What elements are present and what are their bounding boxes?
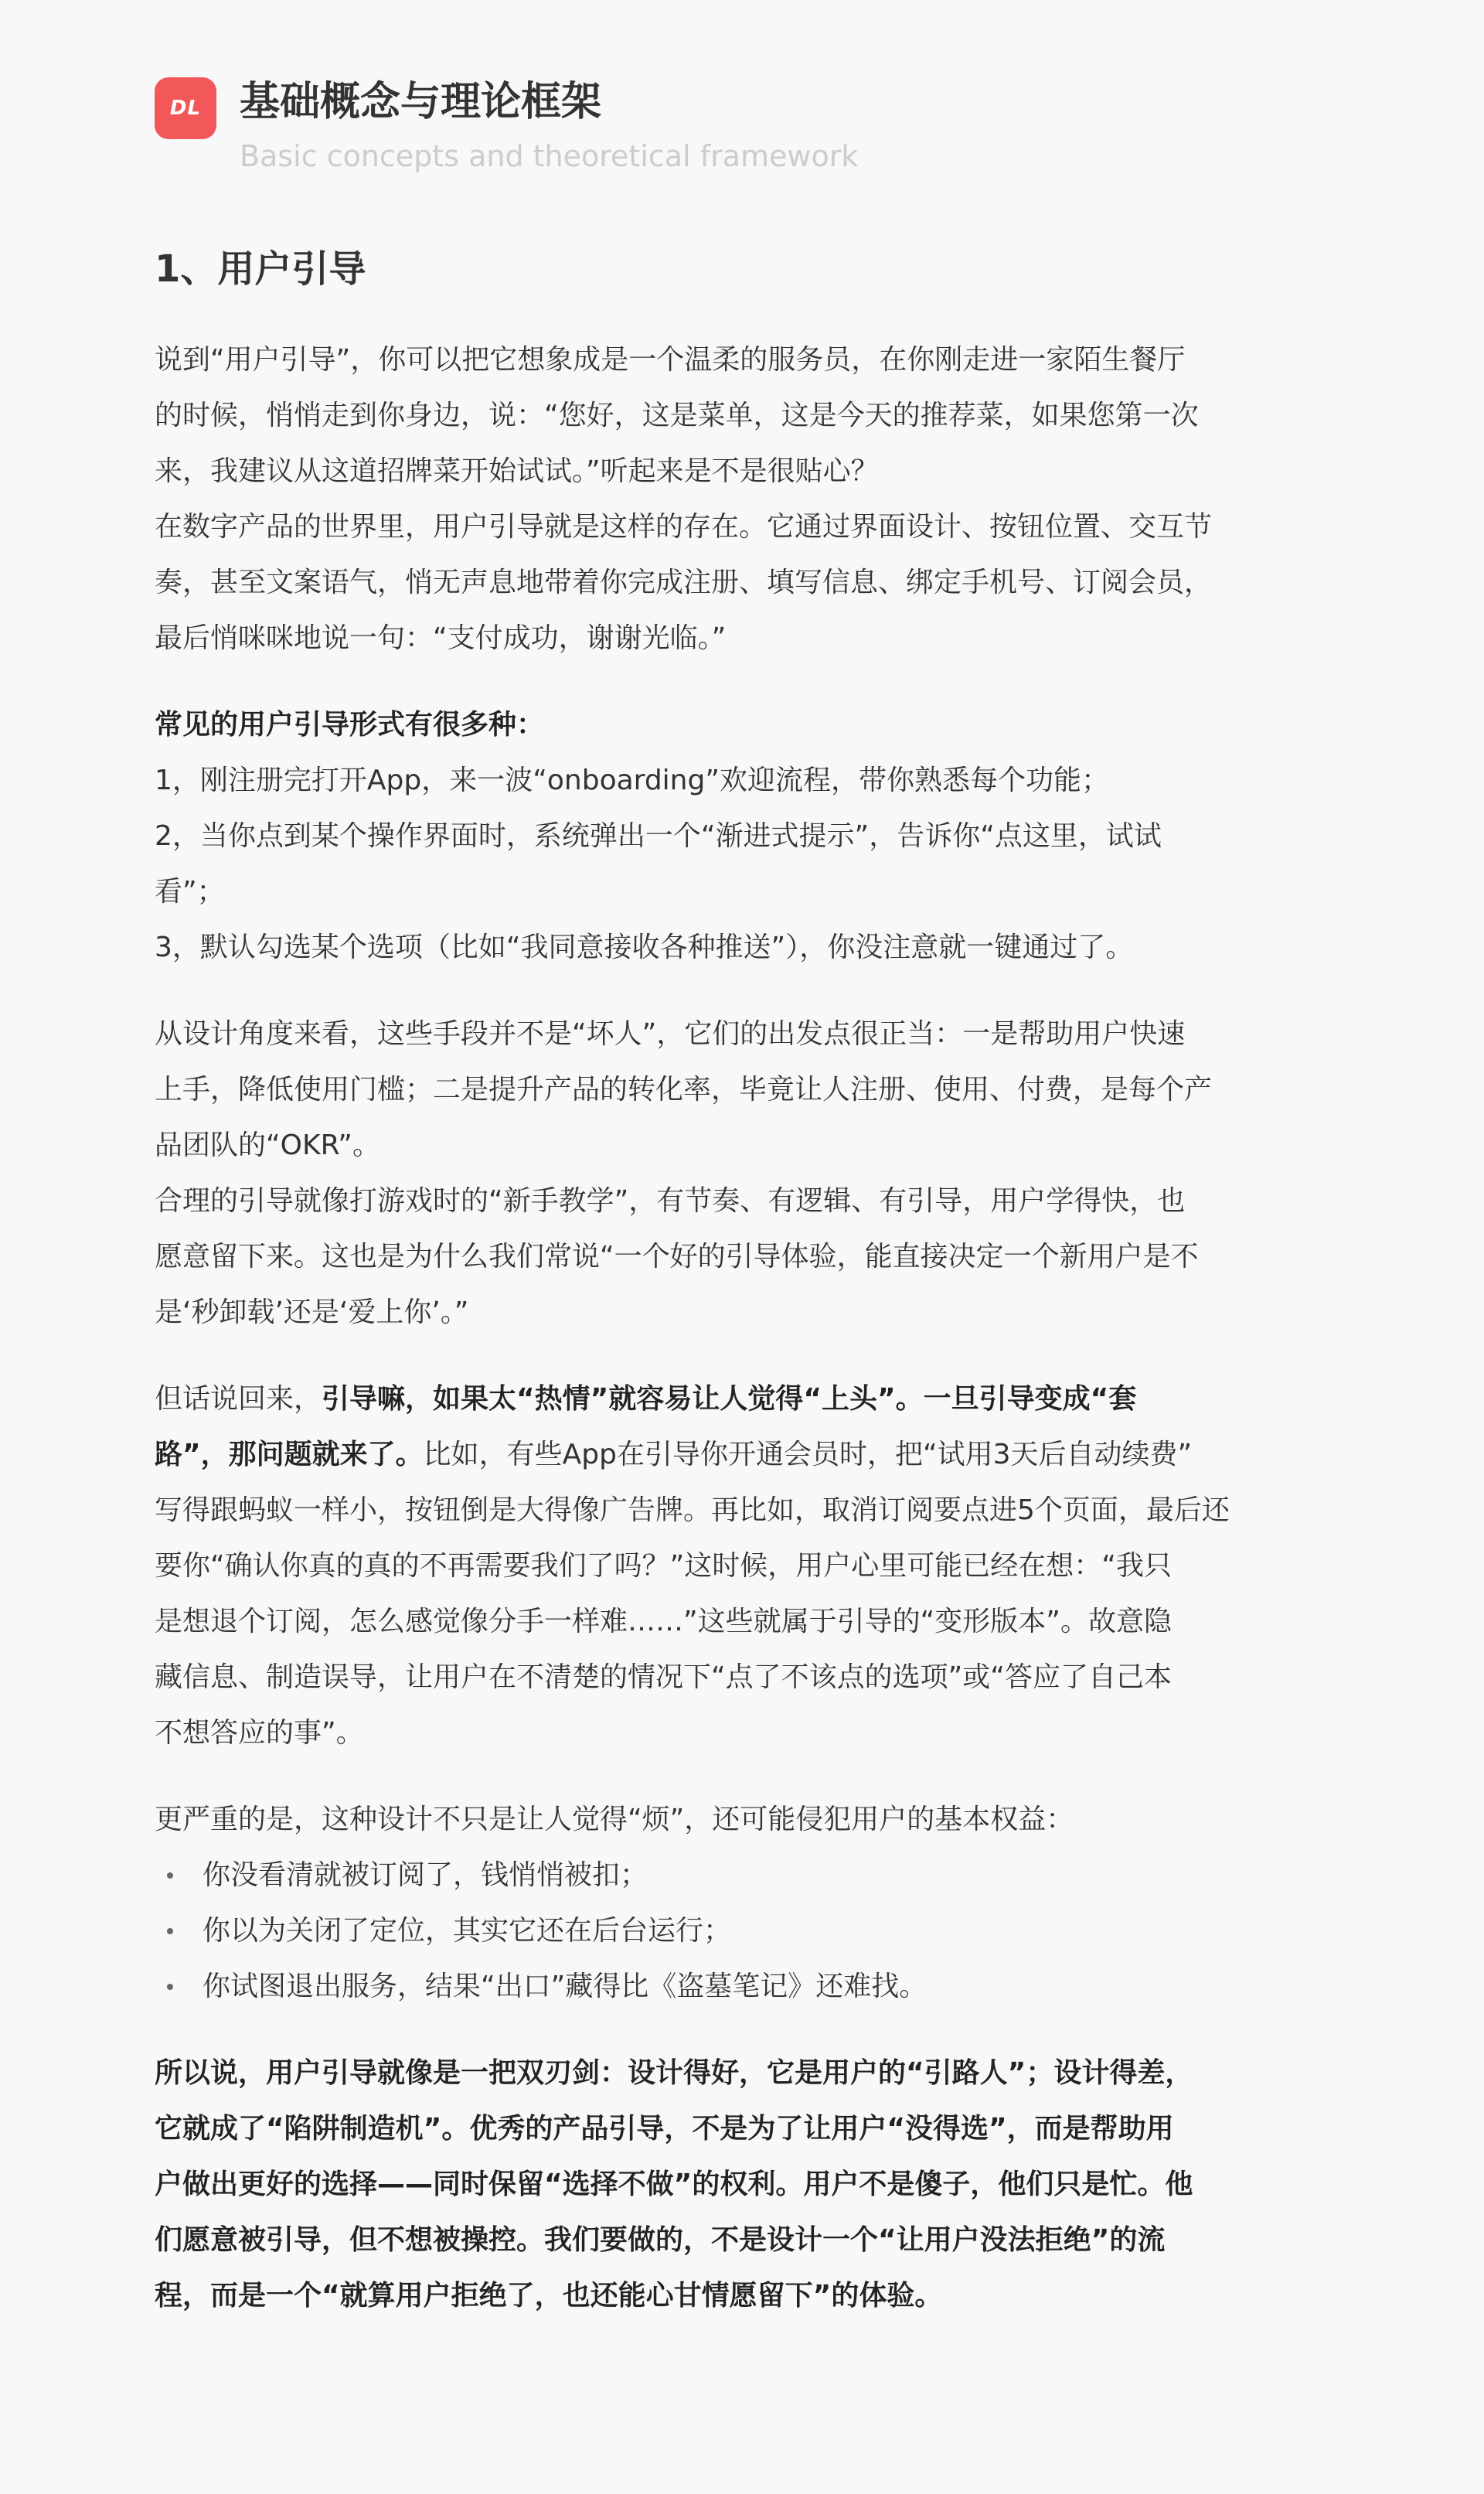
text-plain: 比如，有些App在引导你开通会员时，把“试用3天后自动续费” <box>423 1439 1193 1470</box>
text-line: 奏，甚至文案语气，悄无声息地带着你完成注册、填写信息、绑定手机号、订阅会员， <box>155 567 1213 598</box>
text-line: 是‘秒卸载’还是‘爱上你’。” <box>155 1296 469 1328</box>
text-line: 是想退个订阅，怎么感觉像分手一样难……”这些就属于引导的“变形版本”。故意隐 <box>155 1606 1172 1637</box>
bullet-list <box>155 1848 1345 2015</box>
text-line: 的时候，悄悄走到你身边，说：“您好，这是菜单，这是今天的推荐菜，如果您第一次 <box>155 400 1199 431</box>
paragraph-intro <box>155 332 1345 666</box>
text-line: 上手，降低使用门槛；二是提升产品的转化率，毕竟让人注册、使用、付费，是每个产 <box>155 1074 1213 1106</box>
text-line: 更严重的是，这种设计不只是让人觉得“烦”，还可能侵犯用户的基本权益： <box>155 1804 1074 1835</box>
list-item-text: 你试图退出服务，结果“出口”藏得比《盗墓笔记》还难找。 <box>203 1971 928 2002</box>
text-line: 所以说，用户引导就像是一把双刃剑：设计得好，它是用户的“引路人”；设计得差， <box>155 2057 1193 2089</box>
text-line: 看”； <box>155 876 225 908</box>
text-emphasis: 引导嘛，如果太“热情”就容易让人觉得“上头”。一旦引导变成“套 <box>322 1383 1137 1415</box>
article-body <box>155 332 1345 2355</box>
list-item: 3，默认勾选某个选项（比如“我同意接收各种推送”），你没注意就一键通过了。 <box>155 932 1134 963</box>
text-emphasis: 路”，那问题就来了。 <box>155 1439 424 1470</box>
text-line: 它就成了“陷阱制造机”。优秀的产品引导，不是为了让用户“没得选”，而是帮助用 <box>155 2113 1174 2145</box>
section-heading: 1、用户引导 <box>155 247 366 291</box>
list-item: 2，当你点到某个操作界面时，系统弹出一个“渐进式提示”，告诉你“点这里，试试 <box>155 820 1162 852</box>
paragraph-dark-patterns <box>155 1371 1345 1761</box>
paragraph-rights <box>155 1792 1345 2015</box>
text-line: 从设计角度来看，这些手段并不是“坏人”，它们的出发点很正当：一是帮助用户快速 <box>155 1018 1186 1050</box>
paragraph-forms <box>155 697 1345 976</box>
bullet-icon <box>167 1984 173 1990</box>
text-line: 愿意留下来。这也是为什么我们常说“一个好的引导体验，能直接决定一个新用户是不 <box>155 1241 1199 1273</box>
bullet-icon <box>167 1928 173 1934</box>
text-line: 在数字产品的世界里，用户引导就是这样的存在。它通过界面设计、按钮位置、交互节 <box>155 511 1213 543</box>
paragraph-conclusion <box>155 2046 1345 2324</box>
page-title: 基础概念与理论框架 <box>240 79 602 125</box>
list-item <box>155 1959 1345 2015</box>
text-line: 来，我建议从这道招牌菜开始试试。”听起来是不是很贴心？ <box>155 455 879 487</box>
text-line: 户做出更好的选择——同时保留“选择不做”的权利。用户不是傻子，他们只是忙。他 <box>155 2169 1193 2200</box>
list-item-text: 你以为关闭了定位，其实它还在后台运行； <box>203 1915 732 1947</box>
bullet-icon <box>167 1872 173 1879</box>
page-subtitle: Basic concepts and theoretical framework <box>240 139 859 173</box>
text-line: 说到“用户引导”，你可以把它想象成是一个温柔的服务员，在你刚走进一家陌生餐厅 <box>155 344 1186 376</box>
text-line: 最后悄咪咪地说一句：“支付成功，谢谢光临。” <box>155 622 727 654</box>
text-line: 品团队的“OKR”。 <box>155 1129 380 1161</box>
article-header <box>155 74 1345 182</box>
list-item: 1，刚注册完打开App，来一波“onboarding”欢迎流程，带你熟悉每个功能； <box>155 765 1110 796</box>
text-line: 不想答应的事”。 <box>155 1717 364 1749</box>
list-item-text: 你没看清就被订阅了，钱悄悄被扣； <box>203 1859 648 1891</box>
brand-logo: DL <box>155 77 216 139</box>
text-line: 们愿意被引导，但不想被操控。我们要做的，不是设计一个“让用户没法拒绝”的流 <box>155 2224 1166 2256</box>
paragraph-heading: 常见的用户引导形式有很多种： <box>155 709 545 741</box>
text-plain: 但话说回来， <box>155 1383 322 1415</box>
text-line: 写得跟蚂蚁一样小，按钮倒是大得像广告牌。再比如，取消订阅要点进5个页面，最后还 <box>155 1494 1230 1526</box>
list-item <box>155 1903 1345 1959</box>
text-line <box>155 1427 1345 1483</box>
list-item <box>155 1848 1345 1903</box>
text-line <box>155 1371 1345 1427</box>
text-line: 程，而是一个“就算用户拒绝了，也还能心甘情愿留下”的体验。 <box>155 2280 943 2312</box>
text-line: 合理的引导就像打游戏时的“新手教学”，有节奏、有逻辑、有引导，用户学得快，也 <box>155 1185 1186 1217</box>
text-line: 要你“确认你真的真的不再需要我们了吗？”这时候，用户心里可能已经在想：“我只 <box>155 1550 1172 1582</box>
paragraph-design-angle <box>155 1007 1345 1341</box>
text-line: 藏信息、制造误导，让用户在不清楚的情况下“点了不该点的选项”或“答应了自己本 <box>155 1661 1172 1693</box>
